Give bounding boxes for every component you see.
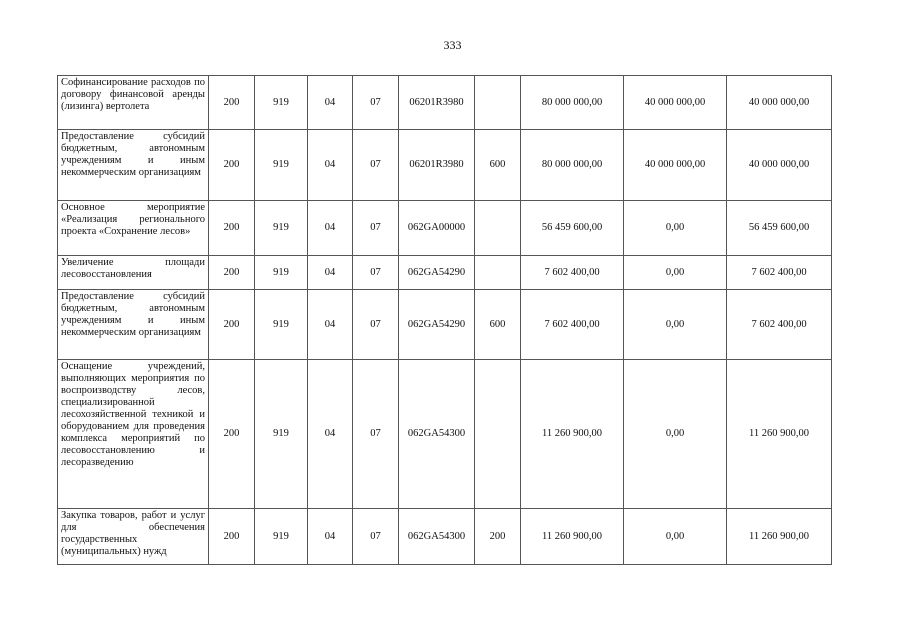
grbs-cell: 200 bbox=[209, 201, 255, 256]
csr-cell: 062GA54290 bbox=[399, 256, 475, 290]
amount-year3-cell: 40 000 000,00 bbox=[727, 130, 832, 201]
table-row bbox=[58, 290, 832, 360]
vr-cell bbox=[475, 201, 521, 256]
rz-cell: 04 bbox=[308, 509, 353, 565]
csr-cell: 062GA00000 bbox=[399, 201, 475, 256]
ved-cell: 919 bbox=[255, 130, 308, 201]
amount-year1-cell: 56 459 600,00 bbox=[521, 201, 624, 256]
table-row bbox=[58, 130, 832, 201]
pr-cell: 07 bbox=[353, 76, 399, 130]
vr-cell: 600 bbox=[475, 290, 521, 360]
pr-cell: 07 bbox=[353, 201, 399, 256]
amount-year2-cell: 40 000 000,00 bbox=[624, 76, 727, 130]
grbs-cell: 200 bbox=[209, 256, 255, 290]
ved-cell: 919 bbox=[255, 256, 308, 290]
amount-year3-cell: 56 459 600,00 bbox=[727, 201, 832, 256]
vr-cell bbox=[475, 76, 521, 130]
row-name-cell: Увеличение площади лесовосстановления bbox=[58, 256, 209, 290]
amount-year1-cell: 7 602 400,00 bbox=[521, 290, 624, 360]
row-name-cell: Софинансирование расходов по договору финансовой аренды (лизинга) вертолета bbox=[58, 76, 209, 130]
rz-cell: 04 bbox=[308, 360, 353, 509]
page-number: 333 bbox=[443, 38, 462, 52]
csr-cell: 062GA54290 bbox=[399, 290, 475, 360]
rz-cell: 04 bbox=[308, 76, 353, 130]
rz-cell: 04 bbox=[308, 130, 353, 201]
grbs-cell: 200 bbox=[209, 509, 255, 565]
row-name-cell: Предоставление субсидий бюджетным, автономным учреждениям и иным некоммерческим организациям bbox=[58, 290, 209, 360]
csr-cell: 062GA54300 bbox=[399, 360, 475, 509]
amount-year3-cell: 40 000 000,00 bbox=[727, 76, 832, 130]
amount-year3-cell: 7 602 400,00 bbox=[727, 256, 832, 290]
amount-year1-cell: 80 000 000,00 bbox=[521, 76, 624, 130]
amount-year2-cell: 0,00 bbox=[624, 509, 727, 565]
ved-cell: 919 bbox=[255, 290, 308, 360]
amount-year1-cell: 11 260 900,00 bbox=[521, 509, 624, 565]
amount-year2-cell: 0,00 bbox=[624, 360, 727, 509]
pr-cell: 07 bbox=[353, 509, 399, 565]
amount-year1-cell: 11 260 900,00 bbox=[521, 360, 624, 509]
table-row bbox=[58, 201, 832, 256]
rz-cell: 04 bbox=[308, 256, 353, 290]
csr-cell: 06201R3980 bbox=[399, 130, 475, 201]
pr-cell: 07 bbox=[353, 256, 399, 290]
grbs-cell: 200 bbox=[209, 290, 255, 360]
grbs-cell: 200 bbox=[209, 130, 255, 201]
table-row bbox=[58, 256, 832, 290]
rz-cell: 04 bbox=[308, 290, 353, 360]
row-name-cell: Оснащение учреждений, выполняющих мероприятия по воспроизводству лесов, специализированной лесохозяйственной техникой и оборудованием для проведения комплекса мероприятий по лесовосстановлению и лесоразведению bbox=[58, 360, 209, 509]
table-row bbox=[58, 76, 832, 130]
vr-cell: 600 bbox=[475, 130, 521, 201]
pr-cell: 07 bbox=[353, 130, 399, 201]
row-name-cell: Предоставление субсидий бюджетным, автономным учреждениям и иным некоммерческим организациям bbox=[58, 130, 209, 201]
amount-year3-cell: 11 260 900,00 bbox=[727, 360, 832, 509]
vr-cell bbox=[475, 256, 521, 290]
amount-year3-cell: 11 260 900,00 bbox=[727, 509, 832, 565]
ved-cell: 919 bbox=[255, 201, 308, 256]
csr-cell: 06201R3980 bbox=[399, 76, 475, 130]
amount-year3-cell: 7 602 400,00 bbox=[727, 290, 832, 360]
budget-table bbox=[57, 75, 832, 565]
grbs-cell: 200 bbox=[209, 76, 255, 130]
vr-cell bbox=[475, 360, 521, 509]
ved-cell: 919 bbox=[255, 360, 308, 509]
pr-cell: 07 bbox=[353, 360, 399, 509]
rz-cell: 04 bbox=[308, 201, 353, 256]
csr-cell: 062GA54300 bbox=[399, 509, 475, 565]
ved-cell: 919 bbox=[255, 76, 308, 130]
amount-year2-cell: 40 000 000,00 bbox=[624, 130, 727, 201]
amount-year2-cell: 0,00 bbox=[624, 290, 727, 360]
row-name-cell: Основное мероприятие «Реализация регионального проекта «Сохранение лесов» bbox=[58, 201, 209, 256]
amount-year1-cell: 80 000 000,00 bbox=[521, 130, 624, 201]
ved-cell: 919 bbox=[255, 509, 308, 565]
pr-cell: 07 bbox=[353, 290, 399, 360]
vr-cell: 200 bbox=[475, 509, 521, 565]
table-row bbox=[58, 509, 832, 565]
grbs-cell: 200 bbox=[209, 360, 255, 509]
amount-year2-cell: 0,00 bbox=[624, 256, 727, 290]
table-row bbox=[58, 360, 832, 509]
amount-year1-cell: 7 602 400,00 bbox=[521, 256, 624, 290]
amount-year2-cell: 0,00 bbox=[624, 201, 727, 256]
row-name-cell: Закупка товаров, работ и услуг для обеспечения государственных (муниципальных) нужд bbox=[58, 509, 209, 565]
